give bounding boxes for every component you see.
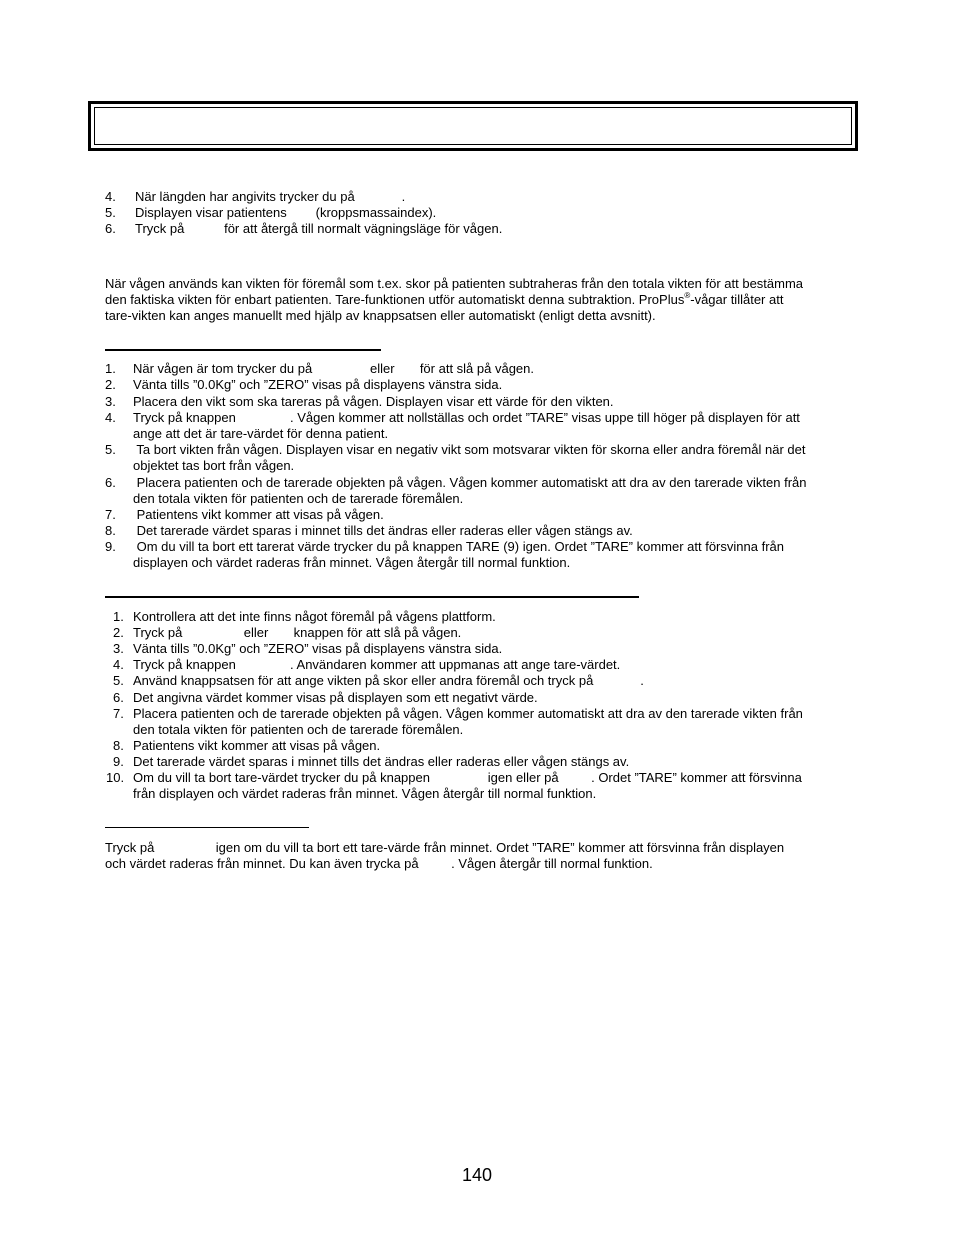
list-item-number: 6.	[105, 475, 116, 490]
list-item-continuation: från displayen och värdet raderas från minnet. Vågen återgår till normal funktion.	[133, 786, 597, 801]
list-item: Patientens vikt kommer att visas på vågen.	[133, 507, 384, 522]
list-item: Tryck på knappen . Användaren kommer att uppmanas att ange tare-värdet.	[133, 657, 621, 672]
list-item: Använd knappsatsen för att ange vikten på skor eller andra föremål och tryck på .	[133, 673, 644, 688]
list-item-number: 3.	[105, 394, 116, 409]
list-item-number: 10.	[106, 770, 125, 785]
list-item-number: 8.	[113, 738, 124, 753]
list-item-continuation: ange att det är tare-värdet för denna patient.	[133, 426, 389, 441]
list-item: Det tarerade värdet sparas i minnet tills det ändras eller raderas eller vågen stängs av.	[133, 754, 630, 769]
paragraph-line: När vågen används kan vikten för föremål som t.ex. skor på patienten subtraheras från den totala vikten för att bestämma	[105, 276, 804, 291]
list-item: Om du vill ta bort ett tarerat värde trycker du på knappen TARE (9) igen. Ordet ”TARE” kommer att försvinna från	[133, 539, 784, 554]
paragraph-text: den faktiska vikten för enbart patienten. Tare-funktionen utför automatiskt denna subtraktion. ProPlus	[105, 292, 685, 307]
list-item: Placera patienten och de tarerade objekten på vågen. Vågen kommer automatiskt att dra av den tarerade vikten från	[133, 706, 803, 721]
paragraph-line: tare-vikten kan anges manuellt med hjälp av knappsatsen eller automatiskt (enligt detta avsnitt).	[105, 308, 656, 323]
list-item: Placera den vikt som ska tareras på vågen. Displayen visar ett värde för den vikten.	[133, 394, 614, 409]
paragraph-line	[105, 292, 783, 308]
subheading-underline	[105, 596, 639, 598]
list-item: Vänta tills ”0.0Kg” och ”ZERO” visas på displayens vänstra sida.	[133, 377, 503, 392]
list-item-number: 1.	[105, 361, 116, 376]
list-item-number: 7.	[105, 507, 116, 522]
list-item: Tryck på för att återgå till normalt vägningsläge för vågen.	[135, 221, 503, 236]
section-title-box-inner	[94, 107, 852, 145]
subheading-underline	[105, 349, 381, 351]
list-item-number: 9.	[113, 754, 124, 769]
list-item: Vänta tills ”0.0Kg” och ”ZERO” visas på displayens vänstra sida.	[133, 641, 503, 656]
list-item: Kontrollera att det inte finns något föremål på vågens plattform.	[133, 609, 496, 624]
list-item-number: 4.	[105, 189, 116, 204]
list-item-number: 6.	[105, 221, 116, 236]
list-item-number: 2.	[105, 377, 116, 392]
list-item: Tryck på eller knappen för att slå på vågen.	[133, 625, 462, 640]
list-item-continuation: den totala vikten för patienten och de tarerade föremålen.	[133, 491, 464, 506]
list-item: Om du vill ta bort tare-värdet trycker du på knappen igen eller på . Ordet ”TARE” kommer att försvinna	[133, 770, 802, 785]
paragraph-line: Tryck på igen om du vill ta bort ett tare-värde från minnet. Ordet ”TARE” kommer att försvinna från displayen	[105, 840, 785, 855]
list-item: Placera patienten och de tarerade objekten på vågen. Vågen kommer automatiskt att dra av den tarerade vikten från	[133, 475, 807, 490]
list-item-number: 9.	[105, 539, 116, 554]
list-item-continuation: den totala vikten för patienten och de tarerade föremålen.	[133, 722, 464, 737]
list-item-number: 4.	[113, 657, 124, 672]
list-item-number: 8.	[105, 523, 116, 538]
list-item: Patientens vikt kommer att visas på vågen.	[133, 738, 381, 753]
list-item-number: 7.	[113, 706, 124, 721]
list-item: Displayen visar patientens (kroppsmassaindex).	[135, 205, 437, 220]
list-item-number: 6.	[113, 690, 124, 705]
list-item: Ta bort vikten från vågen. Displayen visar en negativ vikt som motsvarar vikten för skorna eller andra föremål när det	[133, 442, 806, 457]
list-item: När längden har angivits trycker du på .	[135, 189, 406, 204]
list-item-continuation: displayen och värdet raderas från minnet. Vågen återgår till normal funktion.	[133, 555, 571, 570]
list-item-number: 4.	[105, 410, 116, 425]
list-item: Tryck på knappen . Vågen kommer att nollställas och ordet ”TARE” visas uppe till höger på displayen för att	[133, 410, 800, 425]
subheading-underline	[105, 827, 309, 828]
list-item-number: 1.	[113, 609, 124, 624]
registered-mark: ®	[684, 291, 691, 300]
paragraph-text: -vågar tillåter att	[690, 292, 784, 307]
list-item: Det angivna värdet kommer visas på displayen som ett negativt värde.	[133, 690, 538, 705]
section-title-box	[88, 101, 858, 151]
list-item-number: 5.	[113, 673, 124, 688]
list-item: Det tarerade värdet sparas i minnet tills det ändras eller raderas eller vågen stängs av.	[133, 523, 633, 538]
list-item: När vågen är tom trycker du på eller för att slå på vågen.	[133, 361, 535, 376]
list-item-number: 5.	[105, 442, 116, 457]
list-item-number: 2.	[113, 625, 124, 640]
list-item-continuation: objektet tas bort från vågen.	[133, 458, 295, 473]
paragraph-line: och värdet raderas från minnet. Du kan även trycka på . Vågen återgår till normal funktion.	[105, 856, 653, 871]
page-number: 140	[461, 1165, 493, 1185]
list-item-number: 5.	[105, 205, 116, 220]
list-item-number: 3.	[113, 641, 124, 656]
